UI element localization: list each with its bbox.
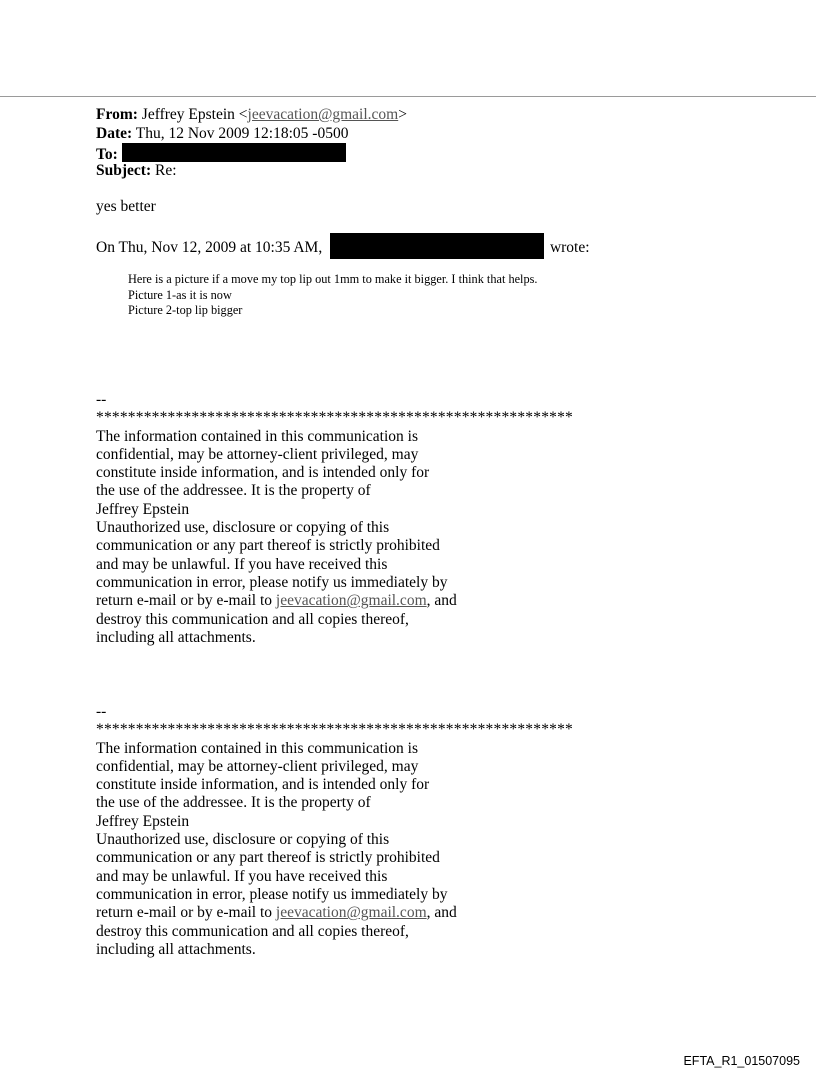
subject-label: Subject:: [96, 161, 152, 179]
from-email-link[interactable]: jeevacation@gmail.com: [247, 106, 399, 123]
signature-line: Jeffrey Epstein: [96, 500, 190, 518]
signature-line: Unauthorized use, disclosure or copying of this: [96, 519, 390, 537]
signature-dashes: --: [96, 391, 107, 408]
reply-text: yes better: [96, 198, 156, 215]
from-name: Jeffrey Epstein <: [141, 106, 248, 123]
signature-line: The information contained in this communication is: [96, 739, 418, 757]
quoted-line: Picture 2-top lip bigger: [128, 303, 243, 317]
attribution-prefix: On Thu, Nov 12, 2009 at 10:35 AM,: [96, 239, 323, 256]
quoted-line: Picture 1-as it is now: [128, 287, 232, 302]
signature-line: destroy this communication and all copies thereof,: [96, 610, 409, 628]
signature-line: Jeffrey Epstein: [96, 812, 190, 830]
signature-line: the use of the addressee. It is the property of: [96, 794, 371, 812]
from-row: [96, 106, 407, 125]
signature-email-line: [96, 592, 573, 610]
email-prefix: return e-mail or by e-mail to: [96, 592, 276, 610]
confidentiality-footer-repeat: [96, 703, 573, 959]
signature-line: communication or any part thereof is strictly prohibited: [96, 537, 440, 555]
signature-line: constitute inside information, and is intended only for: [96, 464, 430, 482]
date-row: [96, 125, 407, 144]
page-top-divider: [0, 96, 816, 97]
quoted-message: [128, 272, 537, 319]
signature-line: including all attachments.: [96, 940, 256, 958]
email-suffix: , and: [426, 904, 457, 922]
email-suffix: , and: [426, 592, 457, 610]
signature-email-link[interactable]: jeevacation@gmail.com: [275, 592, 427, 610]
confidentiality-footer: [96, 391, 573, 647]
quoted-line: Here is a picture if a move my top lip out 1mm to make it bigger. I think that helps.: [128, 272, 538, 286]
signature-line: and may be unlawful. If you have received this: [96, 555, 388, 573]
signature-stars: ************************************************************: [96, 409, 573, 427]
to-redaction: [122, 143, 346, 162]
signature-stars: ************************************************************: [96, 721, 573, 739]
document-id: EFTA_R1_01507095: [683, 1054, 800, 1068]
from-label: From:: [96, 106, 138, 123]
signature-line: communication in error, please notify us immediately by: [96, 885, 448, 903]
date-value: Thu, 12 Nov 2009 12:18:05 -0500: [135, 124, 349, 142]
from-close: >: [398, 106, 407, 123]
signature-line: and may be unlawful. If you have received this: [96, 867, 388, 885]
signature-line: Unauthorized use, disclosure or copying of this: [96, 831, 390, 849]
signature-line: communication or any part thereof is strictly prohibited: [96, 849, 440, 867]
email-header: [96, 106, 407, 180]
signature-line: including all attachments.: [96, 628, 256, 646]
date-label: Date:: [96, 124, 133, 142]
signature-email-link[interactable]: jeevacation@gmail.com: [275, 904, 427, 922]
signature-dashes: --: [96, 703, 107, 720]
email-prefix: return e-mail or by e-mail to: [96, 904, 276, 922]
signature-line: confidential, may be attorney-client privileged, may: [96, 445, 419, 463]
subject-row: [96, 162, 407, 181]
signature-line: confidential, may be attorney-client privileged, may: [96, 757, 419, 775]
sender-redaction: [330, 233, 544, 259]
signature-line: communication in error, please notify us immediately by: [96, 573, 448, 591]
quote-attribution: [96, 233, 590, 259]
signature-line: the use of the addressee. It is the property of: [96, 482, 371, 500]
attribution-suffix: wrote:: [549, 239, 590, 256]
subject-value: Re:: [154, 161, 177, 179]
to-row: [96, 143, 407, 162]
signature-line: destroy this communication and all copies thereof,: [96, 922, 409, 940]
signature-line: The information contained in this communication is: [96, 427, 418, 445]
signature-line: constitute inside information, and is intended only for: [96, 776, 430, 794]
signature-email-line: [96, 904, 573, 922]
to-label: To:: [96, 146, 118, 163]
